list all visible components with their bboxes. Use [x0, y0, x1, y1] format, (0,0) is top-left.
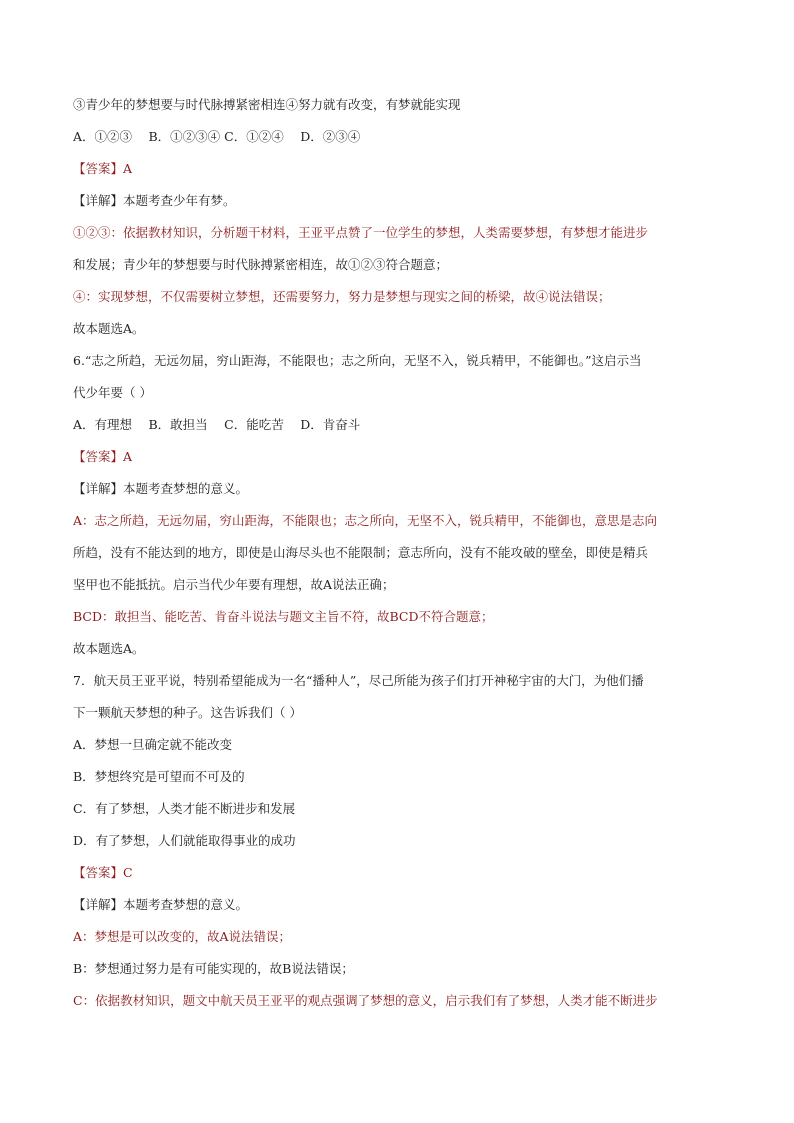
text-line: 【答案】A: [73, 449, 133, 464]
text-line: 6.“志之所趋，无远勿届，穷山距海，不能限也；志之所向，无坚不入，锐兵精甲，不能御也。”这启示当: [73, 353, 642, 368]
text-line: 代少年要（ ）: [73, 385, 152, 400]
text-line: 【详解】本题考查少年有梦。: [73, 193, 236, 208]
text-line: 故本题选A。: [73, 641, 145, 656]
text-line: A：志之所趋，无远勿届，穷山距海，不能限也；志之所向，无坚不入，锐兵精甲，不能御也，意思是志向: [73, 513, 658, 528]
text-line: ③青少年的梦想要与时代脉搏紧密相连④努力就有改变，有梦就能实现: [73, 97, 461, 112]
text-line: 和发展；青少年的梦想要与时代脉搏紧密相连，故①②③符合题意；: [73, 257, 449, 272]
text-line: 坚甲也不能抵抗。启示当代少年要有理想，故A说法正确；: [73, 577, 395, 592]
text-line: ④：实现梦想，不仅需要树立梦想，还需要努力，努力是梦想与现实之间的桥梁，故④说法错误；: [73, 289, 611, 304]
text-line: 【答案】C: [73, 865, 133, 880]
text-line: B．梦想终究是可望而不可及的: [73, 769, 245, 784]
text-line: 【答案】A: [73, 161, 133, 176]
text-line: A：梦想是可以改变的，故A说法错误；: [73, 929, 292, 944]
text-line: B：梦想通过努力是有可能实现的，故B说法错误；: [73, 961, 354, 976]
text-line: C．有了梦想，人类才能不断进步和发展: [73, 801, 296, 816]
document-body: [73, 96, 733, 1024]
text-line: 【详解】本题考查梦想的意义。: [73, 897, 249, 912]
text-line: 下一颗航天梦想的种子。这告诉我们（ ）: [73, 705, 302, 720]
text-line: D．有了梦想，人们就能取得事业的成功: [73, 833, 296, 848]
text-line: C：依据教材知识，题文中航天员王亚平的观点强调了梦想的意义，启示我们有了梦想，人类才能不断进步: [73, 993, 658, 1008]
text-line: BCD：敢担当、能吃苦、肯奋斗说法与题文主旨不符，故BCD不符合题意；: [73, 609, 494, 624]
text-line: 【详解】本题考查梦想的意义。: [73, 481, 249, 496]
text-line: 所趋，没有不能达到的地方，即使是山海尽头也不能限制；意志所向，没有不能攻破的壁垒，即使是精兵: [73, 545, 649, 560]
text-line: 7．航天员王亚平说，特别希望能成为一名“播种人”，尽己所能为孩子们打开神秘宇宙的大门，为他们播: [73, 673, 644, 688]
text-line: 故本题选A。: [73, 321, 145, 336]
text-line: A．有理想 B．敢担当 C．能吃苦 D．肯奋斗: [73, 417, 361, 432]
text-line: A．①②③ B．①②③④ C．①②④ D．②③④: [73, 129, 361, 144]
text-line: A．梦想一旦确定就不能改变: [73, 737, 233, 752]
text-line: ①②③：依据教材知识，分析题干材料，王亚平点赞了一位学生的梦想，人类需要梦想，有梦想才能进步: [73, 225, 649, 240]
